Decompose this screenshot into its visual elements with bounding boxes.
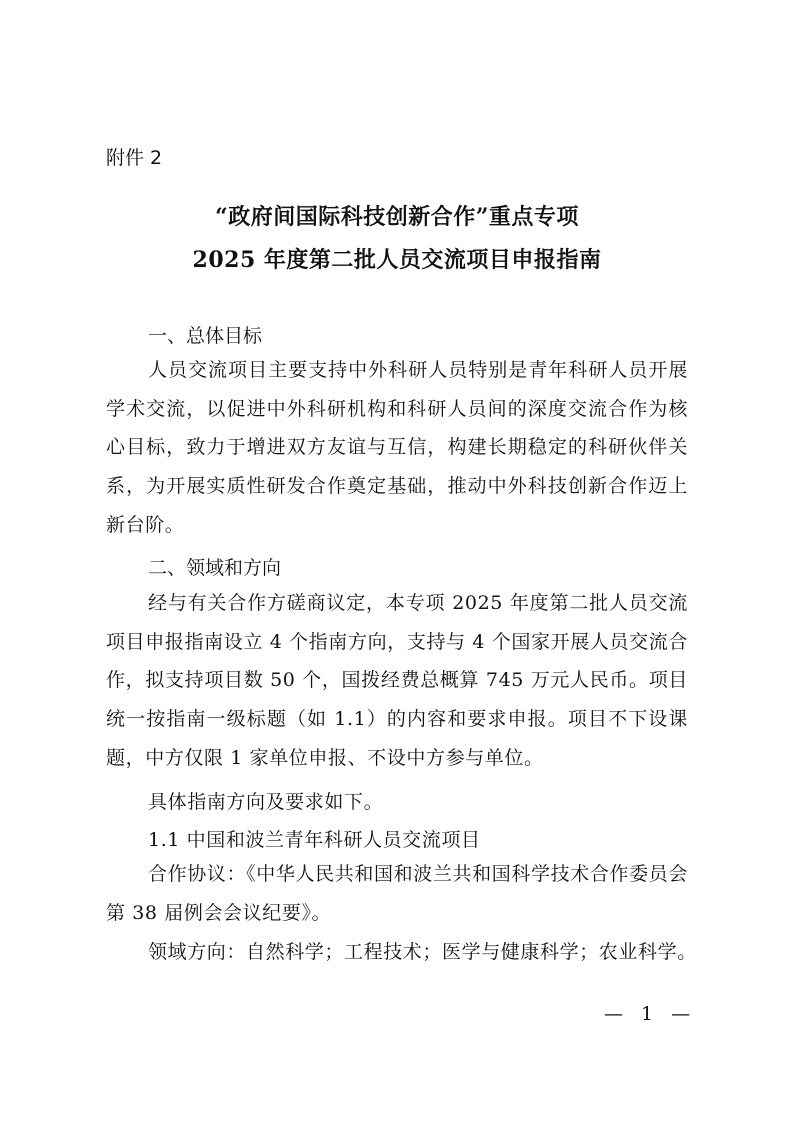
domain-directions: 领域方向：自然科学；工程技术；医学与健康科学；农业科学。 — [148, 941, 697, 963]
section-heading-fields: 二、领域和方向 — [148, 557, 282, 579]
page-number: — 1 — — [604, 1003, 697, 1025]
document-title-line2: 2025 年度第二批人员交流项目申报指南 — [192, 247, 602, 273]
section-body-fields: 经与有关合作方磋商议定，本专项 2025 年度第二批人员交流项目申报指南设立 4 个指南方向，支持与 4 个国家开展人员交流合作，拟支持项目数 50 个，国拨经费总概算 745 万元人民币。项目统一按指南一级标题（如 1.1）的内容和要求申报。项目不下设课题，中方仅限 1 家单位申报、不设中方参与单位。 — [106, 592, 688, 769]
section-body-goal: 人员交流项目主要支持中外科研人员特别是青年科研人员开展学术交流，以促进中外科研机构和科研人员间的深度交流合作为核心目标，致力于增进双方友谊与互信，构建长期稳定的科研伙伴关系，为开展实质性研发合作奠定基础，推动中外科技创新合作迈上新台阶。 — [106, 359, 688, 536]
cooperation-agreement: 合作协议：《中华人民共和国和波兰共和国科学技术合作委员会第 38 届例会会议纪要》。 — [106, 863, 688, 924]
item-title-1-1: 1.1 中国和波兰青年科研人员交流项目 — [148, 829, 481, 851]
document-title-line1: “政府间国际科技创新合作”重点专项 — [215, 204, 579, 230]
attachment-label: 附件 2 — [106, 147, 163, 169]
section-heading-goal: 一、总体目标 — [148, 325, 263, 347]
detail-intro: 具体指南方向及要求如下。 — [148, 791, 384, 813]
